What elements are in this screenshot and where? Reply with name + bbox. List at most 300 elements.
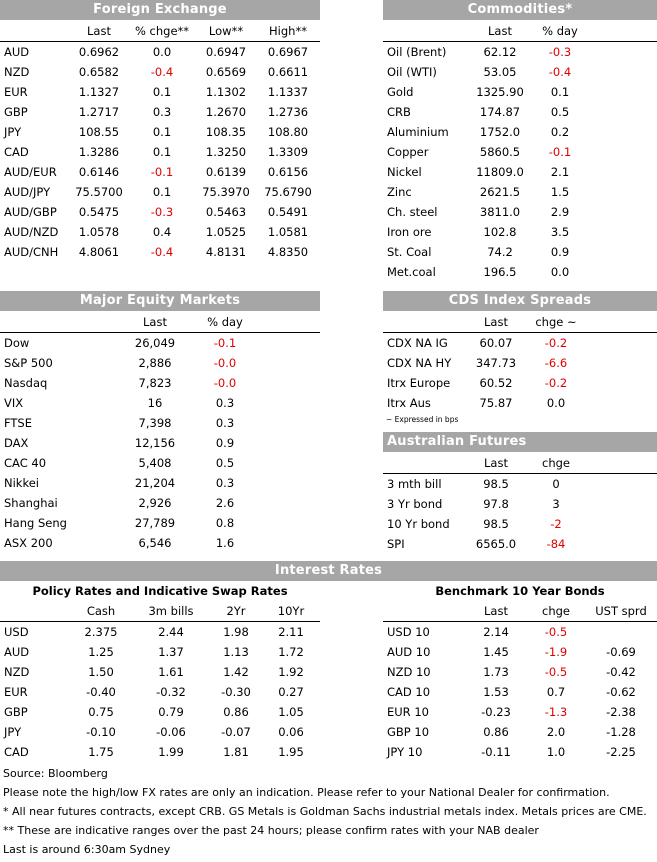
- commodity-name: Nickel: [387, 165, 422, 179]
- bonds-panel: [383, 582, 657, 762]
- equity-row: [0, 473, 320, 493]
- fx-low: 1.3250: [205, 145, 247, 159]
- bond-last: 0.86: [483, 725, 509, 739]
- policy-row: [0, 662, 320, 682]
- fx-high: 75.6790: [264, 185, 312, 199]
- policy-name: CAD: [4, 745, 29, 759]
- policy-10yr: 1.92: [278, 665, 304, 679]
- commodity-chg: -0.1: [548, 145, 572, 159]
- commodity-chg: 0.1: [550, 85, 570, 99]
- commodity-chg: 0.0: [550, 265, 570, 279]
- equity-row: [0, 373, 320, 393]
- fx-row: [0, 102, 320, 122]
- commodity-name: St. Coal: [387, 245, 432, 259]
- futures-col-name: [383, 452, 465, 474]
- commodity-chg: 0.2: [550, 125, 570, 139]
- fx-name: EUR: [4, 85, 28, 99]
- policy-bills: -0.32: [156, 685, 186, 699]
- equity-last: 16: [147, 396, 163, 410]
- commodity-row: [383, 62, 657, 82]
- policy-cash: 0.75: [88, 705, 114, 719]
- policy-2yr: -0.07: [221, 725, 251, 739]
- empty-cell: [585, 42, 657, 63]
- policy-cash: -0.10: [86, 725, 116, 739]
- empty-cell: [585, 393, 657, 413]
- commodity-row: [383, 82, 657, 102]
- fx-last: 1.0578: [78, 225, 120, 239]
- fx-chg: 0.1: [152, 185, 172, 199]
- bond-row: [383, 722, 657, 742]
- policy-row: [0, 742, 320, 762]
- commodity-last: 5860.5: [479, 145, 521, 159]
- futures-col-chg: chge: [542, 455, 570, 470]
- equity-chg: 0.9: [215, 436, 235, 450]
- bonds-subtitle: Benchmark 10 Year Bonds: [435, 584, 605, 598]
- bond-last: -0.23: [481, 705, 511, 719]
- fx-low: 1.1302: [205, 85, 247, 99]
- cds-panel: [383, 291, 657, 427]
- equity-chg: 1.6: [215, 536, 235, 550]
- equity-table: [0, 311, 320, 553]
- policy-name: JPY: [4, 725, 22, 739]
- bond-sprd: -1.28: [606, 725, 636, 739]
- equity-name: Nikkei: [4, 476, 39, 490]
- fx-name: CAD: [4, 145, 29, 159]
- fx-title: Foreign Exchange: [0, 0, 320, 20]
- futures-name: 10 Yr bond: [387, 517, 450, 531]
- equity-row: [0, 393, 320, 413]
- empty-cell: [250, 493, 320, 513]
- fx-col-chg: % chge**: [134, 23, 190, 38]
- policy-name: EUR: [4, 685, 28, 699]
- fx-last: 4.8061: [78, 245, 120, 259]
- policy-cash: 1.75: [88, 745, 114, 759]
- policy-2yr: 1.98: [210, 622, 262, 643]
- policy-row: [0, 642, 320, 662]
- fx-col-last: Last: [87, 23, 111, 38]
- equity-chg: 0.5: [215, 456, 235, 470]
- commodities-col-last: Last: [488, 23, 512, 38]
- commodities-table: [383, 20, 657, 282]
- commodity-row: [383, 202, 657, 222]
- fx-name: NZD: [4, 65, 30, 79]
- commodity-last: 62.12: [465, 42, 535, 63]
- commodity-chg: 2.1: [550, 165, 570, 179]
- commodity-chg: 3.5: [550, 225, 570, 239]
- bond-chg: -0.5: [527, 622, 585, 643]
- commodity-last: 1752.0: [479, 125, 521, 139]
- empty-cell: [585, 242, 657, 262]
- policy-table: [0, 600, 320, 762]
- policy-10yr: 2.11: [262, 622, 320, 643]
- futures-row: [383, 494, 657, 514]
- bond-name: AUD 10: [387, 645, 431, 659]
- cds-col-last: Last: [484, 314, 508, 329]
- bond-last: 1.73: [483, 665, 509, 679]
- cds-name: Itrx Aus: [387, 396, 431, 410]
- cds-chg: -6.6: [544, 356, 568, 370]
- empty-cell: [585, 353, 657, 373]
- equity-last: 26,049: [110, 333, 200, 354]
- equity-panel: [0, 291, 320, 553]
- fx-chg: -0.4: [150, 245, 174, 259]
- footnote-futures: * All near futures contracts, except CRB. GS Metals is Goldman Sachs industrial metals index. Metals prices are CME.: [3, 805, 647, 818]
- fx-row: [0, 222, 320, 242]
- commodity-last: 74.2: [487, 245, 513, 259]
- futures-col-last: Last: [484, 455, 508, 470]
- equity-last: 7,823: [138, 376, 172, 390]
- policy-panel: [0, 582, 320, 762]
- empty-cell: [585, 222, 657, 242]
- cds-last: 347.73: [475, 356, 517, 370]
- equity-name: Dow: [0, 333, 110, 354]
- fx-last: 1.3286: [78, 145, 120, 159]
- commodity-row: [383, 102, 657, 122]
- equity-row: [0, 353, 320, 373]
- empty-cell: [585, 373, 657, 393]
- fx-name: JPY: [4, 125, 22, 139]
- equity-last: 2,926: [138, 496, 172, 510]
- bond-last: 1.45: [483, 645, 509, 659]
- commodity-row: [383, 122, 657, 142]
- fx-row: [0, 242, 320, 262]
- commodity-row: [383, 42, 657, 63]
- equity-row: [0, 413, 320, 433]
- empty-cell: [250, 473, 320, 493]
- empty-cell: [585, 122, 657, 142]
- policy-10yr: 0.27: [278, 685, 304, 699]
- bonds-col-chg: chge: [542, 603, 570, 618]
- bond-sprd: -2.25: [606, 745, 636, 759]
- futures-panel: [383, 432, 657, 554]
- empty-cell: [585, 262, 657, 282]
- commodity-last: 102.8: [483, 225, 517, 239]
- bonds-col-sprd: UST sprd: [595, 603, 647, 618]
- bond-chg: 0.7: [546, 685, 566, 699]
- commodity-name: Aluminium: [387, 125, 449, 139]
- policy-row: [0, 682, 320, 702]
- policy-row: [0, 722, 320, 742]
- fx-high: 1.1337: [267, 85, 309, 99]
- fx-name: AUD/NZD: [4, 225, 59, 239]
- fx-high: 0.6156: [267, 165, 309, 179]
- fx-chg: 0.1: [152, 85, 172, 99]
- bond-chg: -0.5: [544, 665, 568, 679]
- fx-last: 108.55: [78, 125, 120, 139]
- empty-cell: [250, 333, 320, 354]
- policy-cash: 1.25: [88, 645, 114, 659]
- policy-cash: -0.40: [86, 685, 116, 699]
- equity-last: 7,398: [138, 416, 172, 430]
- cds-last: 75.87: [479, 396, 513, 410]
- fx-low: 0.6947: [196, 42, 256, 63]
- policy-cash: 2.375: [70, 622, 132, 643]
- empty-cell: [585, 494, 657, 514]
- policy-name: USD: [0, 622, 70, 643]
- empty-cell: [585, 182, 657, 202]
- fx-chg: 0.0: [128, 42, 196, 63]
- commodity-last: 11809.0: [476, 165, 524, 179]
- commodity-name: Gold: [387, 85, 414, 99]
- futures-chg: -84: [546, 537, 566, 551]
- equity-last: 5,408: [138, 456, 172, 470]
- equity-row: [0, 433, 320, 453]
- bond-name: CAD 10: [387, 685, 431, 699]
- equity-chg: 0.3: [215, 416, 235, 430]
- policy-bills: 0.79: [158, 705, 184, 719]
- policy-subtitle: Policy Rates and Indicative Swap Rates: [32, 584, 288, 598]
- equity-last: 27,789: [134, 516, 176, 530]
- futures-chg: 0: [527, 474, 585, 495]
- equity-row: [0, 493, 320, 513]
- equity-chg: -0.0: [213, 376, 237, 390]
- policy-col-name: [0, 600, 70, 622]
- fx-low: 1.0525: [205, 225, 247, 239]
- fx-chg: -0.1: [150, 165, 174, 179]
- cds-name: Itrx Europe: [387, 376, 451, 390]
- fx-low: 108.35: [205, 125, 247, 139]
- fx-high: 1.3309: [267, 145, 309, 159]
- bond-name: JPY 10: [387, 745, 423, 759]
- commodity-chg: -0.3: [535, 42, 585, 63]
- empty-cell: [250, 433, 320, 453]
- equity-name: CAC 40: [4, 456, 47, 470]
- fx-row: [0, 142, 320, 162]
- commodity-chg: -0.4: [548, 65, 572, 79]
- futures-last: 98.5: [465, 474, 527, 495]
- cds-name: CDX NA IG: [383, 333, 465, 354]
- fx-row: [0, 122, 320, 142]
- fx-row: [0, 202, 320, 222]
- fx-last: 0.6962: [70, 42, 128, 63]
- policy-name: NZD: [4, 665, 30, 679]
- futures-last: 98.5: [483, 517, 509, 531]
- fx-last: 0.5475: [78, 205, 120, 219]
- equity-row: [0, 333, 320, 354]
- policy-10yr: 1.05: [278, 705, 304, 719]
- futures-title: Australian Futures: [383, 432, 657, 452]
- bond-chg: -1.3: [544, 705, 568, 719]
- commodity-last: 174.87: [479, 105, 521, 119]
- equity-title: Major Equity Markets: [0, 291, 320, 311]
- policy-col-2yr: 2Yr: [226, 603, 246, 618]
- commodity-name: Met.coal: [387, 265, 436, 279]
- bond-chg: -1.9: [544, 645, 568, 659]
- fx-name: AUD: [0, 42, 70, 63]
- equity-chg: 0.3: [215, 476, 235, 490]
- fx-name: AUD/EUR: [4, 165, 57, 179]
- bond-name: EUR 10: [387, 705, 429, 719]
- fx-chg: 0.3: [152, 105, 172, 119]
- fx-low: 0.6569: [205, 65, 247, 79]
- policy-cash: 1.50: [88, 665, 114, 679]
- bond-row: [383, 682, 657, 702]
- commodity-chg: 1.5: [550, 185, 570, 199]
- policy-bills: 1.99: [158, 745, 184, 759]
- fx-last: 0.6582: [78, 65, 120, 79]
- equity-name: FTSE: [4, 416, 33, 430]
- bond-sprd: -0.69: [606, 645, 636, 659]
- cds-title: CDS Index Spreads: [383, 291, 657, 311]
- commodities-panel: [383, 0, 657, 282]
- equity-name: S&P 500: [4, 356, 53, 370]
- bond-name: NZD 10: [387, 665, 431, 679]
- fx-name: AUD/CNH: [4, 245, 59, 259]
- cds-chg: -0.2: [544, 376, 568, 390]
- policy-col-cash: Cash: [86, 603, 116, 618]
- bond-last: -0.11: [481, 745, 511, 759]
- fx-high: 0.6611: [267, 65, 309, 79]
- empty-cell: [585, 514, 657, 534]
- bond-sprd: [585, 622, 657, 643]
- cds-name: CDX NA HY: [387, 356, 452, 370]
- footnote-time: Last is around 6:30am Sydney: [3, 843, 171, 856]
- policy-col-10yr: 10Yr: [277, 603, 305, 618]
- equity-name: Hang Seng: [4, 516, 67, 530]
- commodity-row: [383, 242, 657, 262]
- cds-note: ~ Expressed in bps: [386, 415, 459, 424]
- interest-panel: [0, 561, 657, 581]
- empty-cell: [250, 513, 320, 533]
- empty-cell: [250, 393, 320, 413]
- equity-name: ASX 200: [4, 536, 53, 550]
- fx-last: 75.5700: [75, 185, 123, 199]
- footnote-fx-disclaimer: Please note the high/low FX rates are only an indication. Please refer to your National Dealer for confirmation.: [3, 786, 610, 799]
- fx-low: 1.2670: [205, 105, 247, 119]
- fx-chg: -0.4: [150, 65, 174, 79]
- commodities-title: Commodities*: [383, 0, 657, 20]
- policy-10yr: 1.72: [278, 645, 304, 659]
- equity-last: 21,204: [134, 476, 176, 490]
- footnote-source: Source: Bloomberg: [3, 767, 108, 780]
- fx-row: [0, 62, 320, 82]
- futures-row: [383, 474, 657, 495]
- bonds-col-name: [383, 600, 465, 622]
- policy-bills: 2.44: [132, 622, 210, 643]
- commodity-name: CRB: [387, 105, 411, 119]
- fx-row: [0, 182, 320, 202]
- equity-last: 2,886: [138, 356, 172, 370]
- commodity-chg: 0.9: [550, 245, 570, 259]
- policy-col-bills: 3m bills: [148, 603, 194, 618]
- bonds-col-last: Last: [484, 603, 508, 618]
- equity-row: [0, 453, 320, 473]
- fx-high: 0.5491: [267, 205, 309, 219]
- empty-cell: [585, 142, 657, 162]
- policy-name: AUD: [4, 645, 30, 659]
- equity-name: VIX: [4, 396, 24, 410]
- policy-2yr: -0.30: [221, 685, 251, 699]
- futures-last: 97.8: [483, 497, 509, 511]
- equity-chg: -0.0: [213, 356, 237, 370]
- equity-name: DAX: [4, 436, 29, 450]
- bond-row: [383, 702, 657, 722]
- fx-high: 0.6967: [256, 42, 320, 63]
- futures-table: [383, 452, 657, 554]
- equity-chg: 2.6: [215, 496, 235, 510]
- cds-col-chg: chge ~: [535, 314, 577, 329]
- equity-last: 6,546: [138, 536, 172, 550]
- commodities-col-name: [383, 20, 465, 42]
- policy-10yr: 1.95: [278, 745, 304, 759]
- commodity-last: 196.5: [483, 265, 517, 279]
- empty-cell: [585, 534, 657, 554]
- commodity-last: 53.05: [483, 65, 517, 79]
- commodity-chg: 2.9: [550, 205, 570, 219]
- equity-chg: 0.3: [215, 396, 235, 410]
- fx-name: AUD/JPY: [4, 185, 51, 199]
- commodities-col-chg: % day: [542, 23, 578, 38]
- cds-last: 60.52: [479, 376, 513, 390]
- cds-row: [383, 393, 657, 413]
- policy-bills: 1.37: [158, 645, 184, 659]
- policy-2yr: 0.86: [223, 705, 249, 719]
- futures-name: 3 Yr bond: [387, 497, 443, 511]
- commodity-name: Oil (Brent): [383, 42, 465, 63]
- fx-chg: -0.3: [150, 205, 174, 219]
- fx-chg: 0.4: [152, 225, 172, 239]
- fx-low: 4.8131: [205, 245, 247, 259]
- policy-name: GBP: [4, 705, 28, 719]
- futures-name: SPI: [387, 537, 405, 551]
- bonds-table: [383, 600, 657, 762]
- fx-last: 1.1327: [78, 85, 120, 99]
- empty-cell: [250, 413, 320, 433]
- bond-sprd: -2.38: [606, 705, 636, 719]
- fx-low: 75.3970: [202, 185, 250, 199]
- bond-row: [383, 622, 657, 643]
- fx-last: 1.2717: [78, 105, 120, 119]
- equity-chg: -0.1: [200, 333, 250, 354]
- bond-name: USD 10: [383, 622, 465, 643]
- commodity-row: [383, 162, 657, 182]
- fx-row: [0, 162, 320, 182]
- empty-cell: [250, 533, 320, 553]
- commodity-last: 3811.0: [479, 205, 521, 219]
- commodity-row: [383, 222, 657, 242]
- fx-high: 108.80: [267, 125, 309, 139]
- commodity-name: Ch. steel: [387, 205, 438, 219]
- cds-row: [383, 353, 657, 373]
- bond-row: [383, 642, 657, 662]
- equity-col-last: Last: [143, 314, 167, 329]
- cds-col-name: [383, 311, 465, 333]
- equity-col-name: [0, 311, 110, 333]
- fx-row: [0, 42, 320, 63]
- bond-last: 2.14: [465, 622, 527, 643]
- bond-sprd: -0.42: [606, 665, 636, 679]
- commodity-chg: 0.5: [550, 105, 570, 119]
- bond-chg: 1.0: [546, 745, 566, 759]
- footnote-ranges: ** These are indicative ranges over the past 24 hours; please confirm rates with your NAB dealer: [3, 824, 539, 837]
- fx-low: 0.6139: [205, 165, 247, 179]
- fx-col-low: Low**: [208, 23, 244, 38]
- policy-2yr: 1.81: [223, 745, 249, 759]
- fx-name: GBP: [4, 105, 28, 119]
- futures-chg: -2: [550, 517, 562, 531]
- policy-row: [0, 702, 320, 722]
- fx-row: [0, 82, 320, 102]
- fx-col-name: [0, 20, 70, 42]
- commodity-last: 1325.90: [476, 85, 524, 99]
- fx-high: 1.2736: [267, 105, 309, 119]
- policy-bills: -0.06: [156, 725, 186, 739]
- empty-cell: [585, 62, 657, 82]
- empty-cell: [585, 82, 657, 102]
- equity-col-chg: % day: [207, 314, 243, 329]
- policy-2yr: 1.13: [223, 645, 249, 659]
- equity-last: 12,156: [134, 436, 176, 450]
